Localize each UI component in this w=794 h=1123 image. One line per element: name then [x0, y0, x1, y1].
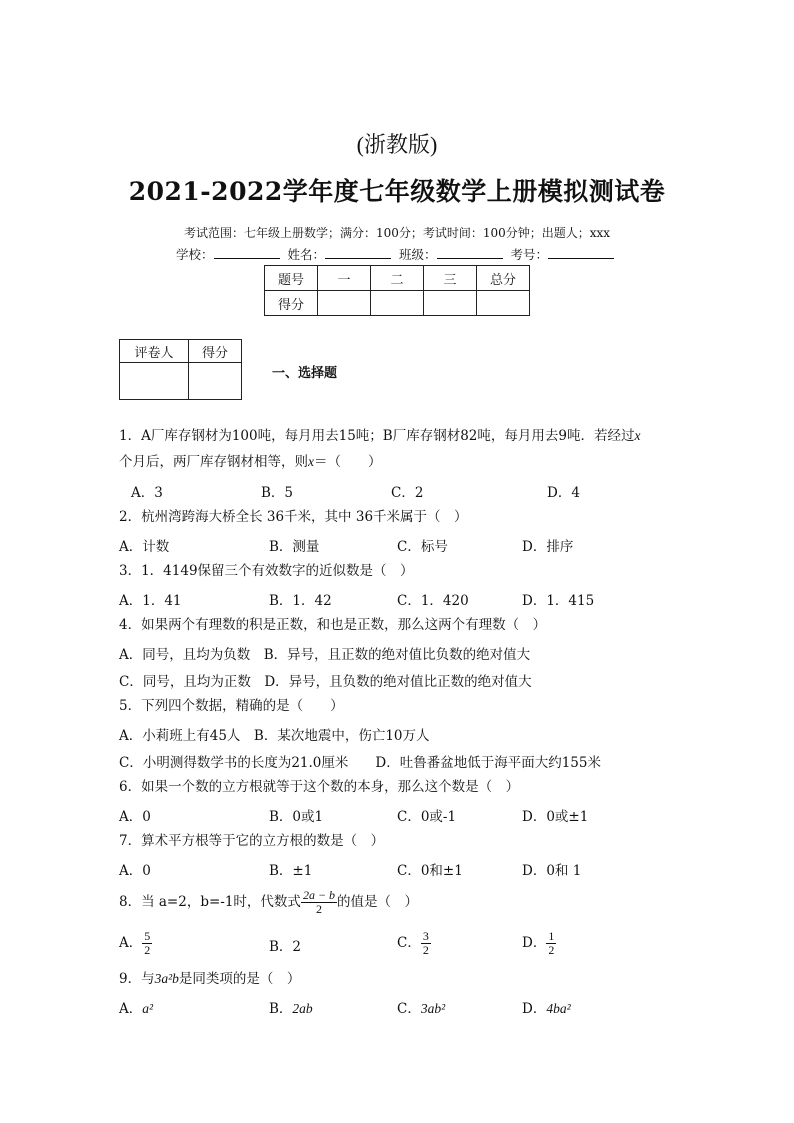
school-blank[interactable]: [214, 246, 280, 259]
option-a[interactable]: A．1．41: [119, 593, 182, 609]
fraction: [142, 930, 152, 957]
option-a[interactable]: A．计数: [119, 539, 170, 555]
option-d[interactable]: D．1．415: [522, 593, 595, 609]
question-1: [119, 426, 640, 446]
score-value-row: [265, 291, 530, 316]
option-c[interactable]: C．标号: [397, 539, 448, 555]
grader-header-cell: 得分: [189, 340, 242, 363]
fraction-numerator: 1: [548, 929, 555, 943]
option-c[interactable]: C．0或-1: [397, 809, 457, 825]
question-5: 5．下列四个数据，精确的是（ ）: [119, 698, 344, 714]
option-c[interactable]: C．0和±1: [397, 863, 463, 879]
question-text: 9．与: [119, 971, 155, 987]
question-3: 3．1．4149保留三个有效数字的近似数是（ ）: [119, 563, 414, 579]
class-label: 班级：: [398, 247, 437, 262]
option-c[interactable]: [397, 997, 445, 1017]
math-expression: 4ba²: [546, 1001, 571, 1016]
school-label: 学校：: [175, 247, 214, 262]
student-fields: [0, 245, 794, 263]
score-table: [264, 265, 530, 316]
option-ab[interactable]: A．同号，且均为负数 B．异号，且正数的绝对值比负数的绝对值大: [119, 647, 531, 663]
option-d[interactable]: [522, 930, 556, 957]
fraction-numerator: 3: [422, 929, 429, 943]
option-label: D．: [522, 935, 547, 951]
option-a[interactable]: [119, 997, 153, 1017]
exam-no-label: 考号：: [510, 247, 548, 262]
score-row-label: 得分: [265, 291, 318, 316]
score-cell[interactable]: [318, 291, 371, 316]
option-label: A．: [119, 935, 143, 951]
score-header-row: [265, 266, 530, 291]
math-expression: 3a²b: [154, 971, 179, 986]
option-cd[interactable]: C．小明测得数学书的长度为21.0厘米 D．吐鲁番盆地低于海平面大约155米: [119, 755, 601, 771]
option-b[interactable]: B．±1: [269, 863, 313, 879]
question-1-line2: [119, 452, 382, 472]
fraction: [546, 930, 556, 957]
score-header-cell: 总分: [477, 266, 530, 291]
question-7: 7．算术平方根等于它的立方根的数是（ ）: [119, 833, 385, 849]
question-text: 的值是（ ）: [337, 894, 419, 910]
option-c[interactable]: C．2: [391, 485, 424, 501]
score-cell[interactable]: [371, 291, 424, 316]
fraction: [301, 889, 337, 916]
question-8: [119, 888, 418, 916]
option-c[interactable]: C．1．420: [397, 593, 469, 609]
question-text: 个月后，两厂库存钢材相等，则: [119, 454, 308, 470]
question-4: 4．如果两个有理数的积是正数，和也是正数，那么这两个有理数（ ）: [119, 617, 547, 633]
option-d[interactable]: [522, 997, 571, 1017]
fraction: [421, 930, 431, 957]
grader-cell[interactable]: [189, 363, 242, 400]
question-6: 6．如果一个数的立方根就等于这个数的本身，那么这个数是（ ）: [119, 779, 520, 795]
option-b[interactable]: B．0或1: [269, 809, 324, 825]
option-b[interactable]: [269, 997, 313, 1017]
score-header-cell: 一: [318, 266, 371, 291]
variable-x: x: [308, 454, 314, 469]
grader-table: [119, 339, 242, 400]
question-2: 2．杭州湾跨海大桥全长 36千米，其中 36千米属于（ ）: [119, 509, 468, 525]
fraction-denominator: 2: [422, 943, 429, 957]
option-label: C．: [397, 935, 421, 951]
fraction-denominator: 2: [315, 902, 322, 916]
option-a[interactable]: [119, 930, 152, 957]
option-cd[interactable]: C．同号，且均为正数 D．异号，且负数的绝对值比正数的绝对值大: [119, 674, 532, 690]
question-9: [119, 969, 300, 989]
math-expression: 3ab²: [420, 1001, 446, 1016]
option-b[interactable]: B．测量: [269, 539, 320, 555]
option-label: B．: [269, 1001, 293, 1017]
option-ab[interactable]: A．小莉班上有45人 B．某次地震中，伤亡10万人: [119, 728, 430, 744]
math-expression: 2ab: [292, 1001, 313, 1016]
fraction-denominator: 2: [548, 943, 555, 957]
grader-value-row: [120, 363, 242, 400]
option-label: C．: [397, 1001, 421, 1017]
variable-x: x: [634, 428, 641, 443]
grader-header-row: [120, 340, 242, 363]
score-header-cell: 题号: [265, 266, 318, 291]
option-b[interactable]: B．1．42: [269, 593, 332, 609]
fraction-numerator: 2a − b: [302, 888, 336, 902]
option-b[interactable]: B．2: [269, 939, 302, 955]
exam-title: 2021-2022学年度七年级数学上册模拟测试卷: [128, 177, 666, 206]
option-b[interactable]: B．5: [261, 485, 294, 501]
option-d[interactable]: D．排序: [522, 539, 574, 555]
exam-subtitle: (浙教版): [356, 132, 438, 157]
option-label: D．: [522, 1001, 547, 1017]
option-d[interactable]: D．0和 1: [522, 863, 582, 879]
option-a[interactable]: A．3: [131, 485, 163, 501]
question-text: ＝（ ）: [314, 454, 382, 470]
exam-no-blank[interactable]: [548, 246, 614, 259]
class-blank[interactable]: [437, 246, 503, 259]
fraction-denominator: 2: [144, 943, 151, 957]
question-text: 1．A厂库存钢材为100吨，每月用去15吨；B厂库存钢材82吨，每月用去9吨．若经过: [119, 428, 635, 444]
exam-info: 考试范围：七年级上册数学；满分：100分；考试时间：100分钟；出题人；xxx: [183, 226, 611, 240]
score-header-cell: 三: [424, 266, 477, 291]
option-a[interactable]: A．0: [119, 809, 151, 825]
option-a[interactable]: A．0: [119, 863, 151, 879]
grader-cell[interactable]: [120, 363, 189, 400]
math-expression: a²: [142, 1001, 154, 1016]
name-blank[interactable]: [325, 246, 391, 259]
section-title: 一、选择题: [272, 366, 338, 381]
option-d[interactable]: D．0或±1: [522, 809, 589, 825]
fraction-numerator: 5: [144, 929, 151, 943]
score-header-cell: 二: [371, 266, 424, 291]
option-c[interactable]: [397, 930, 431, 957]
grader-header-cell: 评卷人: [120, 340, 189, 363]
question-text: 8．当 a=2，b=-1时，代数式: [119, 894, 301, 910]
question-text: 是同类项的是（ ）: [178, 971, 301, 987]
score-cell[interactable]: [477, 291, 530, 316]
name-label: 姓名：: [287, 247, 325, 262]
option-label: A．: [119, 1001, 143, 1017]
score-cell[interactable]: [424, 291, 477, 316]
option-d[interactable]: D．4: [547, 485, 580, 501]
